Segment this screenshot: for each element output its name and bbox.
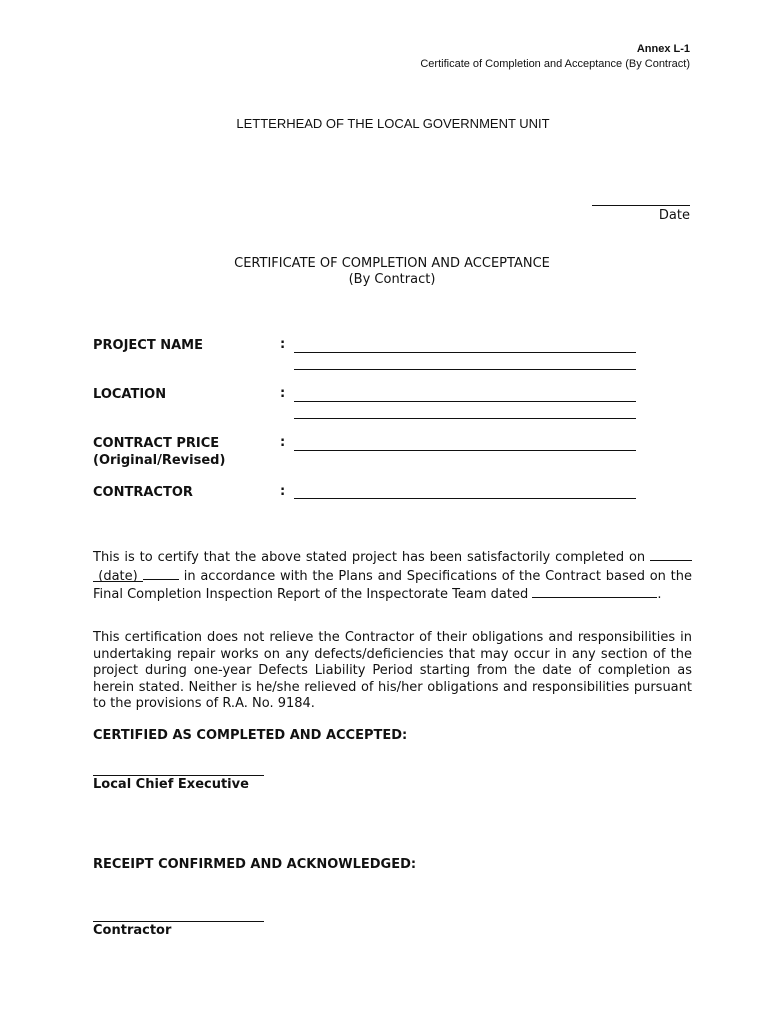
certificate-title [0,256,768,288]
lce-signature-label: Local Chief Executive [93,777,249,792]
completion-date-blank-tail [143,567,179,580]
certification-paragraph [93,548,692,604]
certified-heading: CERTIFIED AS COMPLETED AND ACCEPTED: [93,728,408,743]
contractor-line [294,497,636,499]
annex-subtitle: Certificate of Completion and Acceptance (By Contract) [420,58,690,70]
letterhead-placeholder: LETTERHEAD OF THE LOCAL GOVERNMENT UNIT [236,116,550,131]
certification-text-end: . [657,587,662,602]
contractor-signature-line [93,920,264,922]
project-name-line-1 [294,351,636,353]
project-name-colon: : [280,337,286,352]
location-line-2 [294,417,636,419]
liability-paragraph: This certification does not relieve the Contractor of their obligations and responsibilities in undertaking repair works on any defects/deficiencies that may occur in any section of the project during one-year Defects Liability Period starting from the date of completion as herein stated. Neither is he/she relieved of his/her obligations and responsibilities pursuant to the provisions of R.A. No. 9184. [93,630,692,711]
contract-price-sublabel: (Original/Revised) [93,453,226,468]
inspection-date-blank [532,585,657,598]
receipt-heading: RECEIPT CONFIRMED AND ACKNOWLEDGED: [93,857,417,872]
contractor-label: CONTRACTOR [93,485,193,500]
contract-price-label: CONTRACT PRICE [93,436,220,451]
date-label: Date [658,208,690,223]
contractor-colon: : [280,484,286,499]
contract-price-line [294,449,636,451]
lce-signature-line [93,774,264,776]
date-line [592,193,690,206]
location-line-1 [294,400,636,402]
contractor-signature-label: Contractor [93,923,172,938]
certificate-title-line2: (By Contract) [348,272,436,287]
completion-date-placeholder: (date) [93,569,143,582]
certification-text-2: in accordance with the Plans and Specifications of the Contract based on the Final Completion Inspection Report of the Inspectorate Team dated [93,568,692,602]
completion-date-blank-lead [650,548,692,561]
project-name-label: PROJECT NAME [93,338,203,353]
project-name-line-2 [294,368,636,370]
location-label: LOCATION [93,387,167,402]
annex-number: Annex L-1 [636,43,690,55]
location-colon: : [280,386,286,401]
certificate-title-line1: CERTIFICATE OF COMPLETION AND ACCEPTANCE [234,256,550,271]
contract-price-colon: : [280,435,286,450]
certification-text-1: This is to certify that the above stated project has been satisfactorily completed on [93,550,646,565]
